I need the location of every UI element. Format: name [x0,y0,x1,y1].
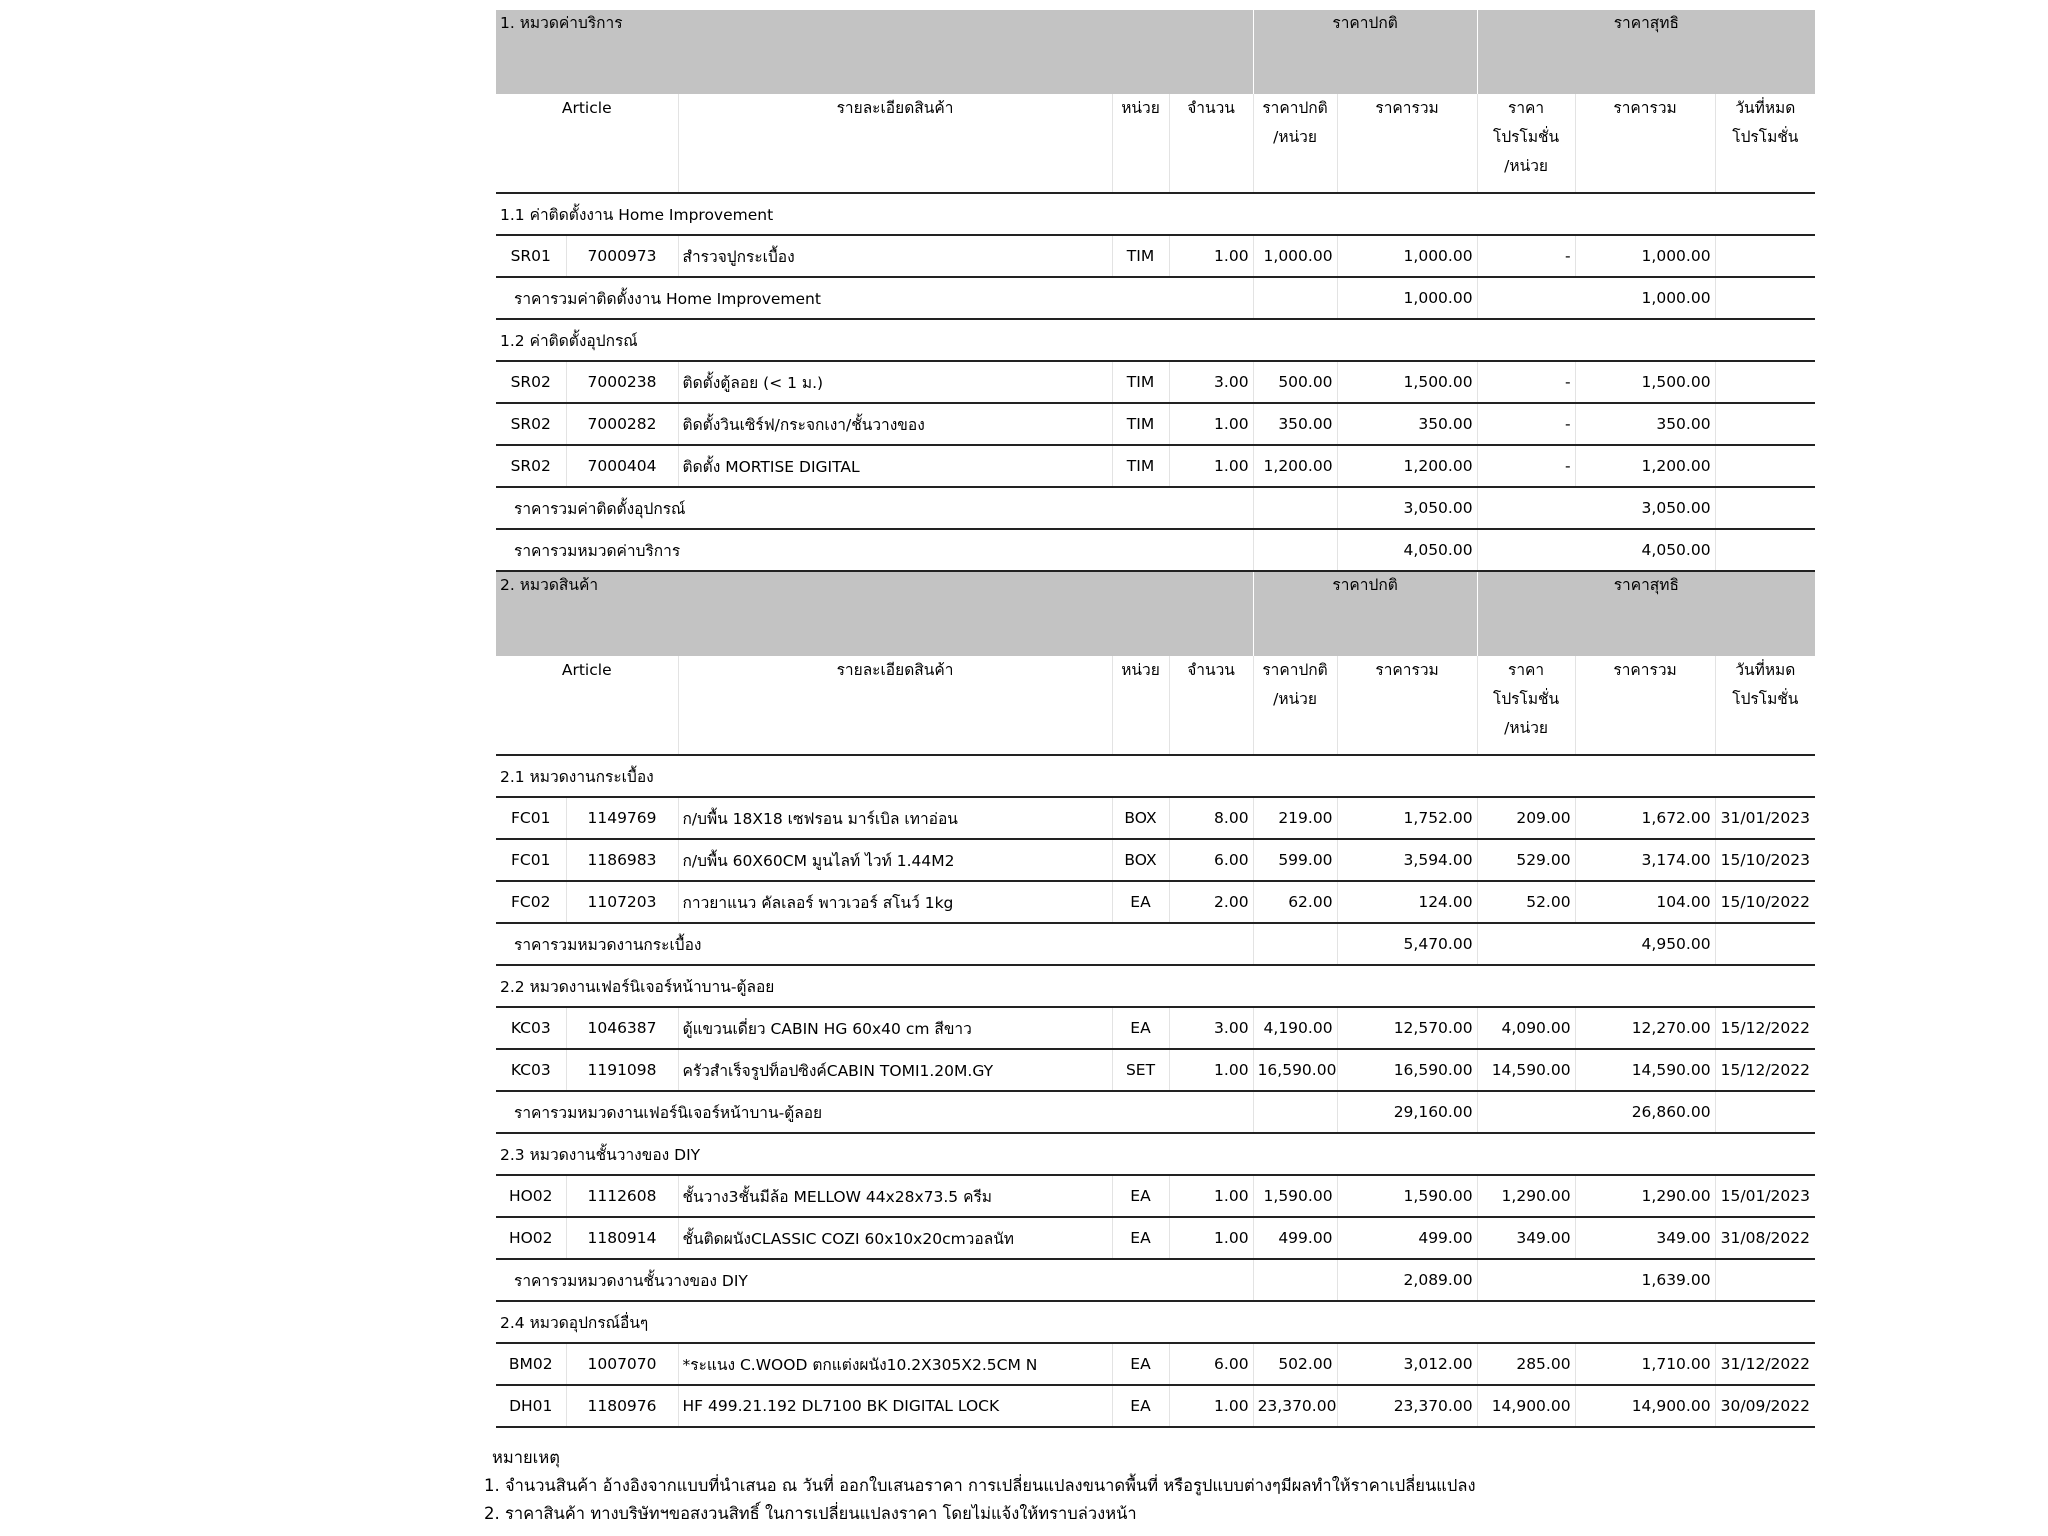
item-article: 1186983 [566,839,678,881]
item-promo-price: 1,290.00 [1477,1175,1575,1217]
item-promo-price: 285.00 [1477,1343,1575,1385]
item-promo-price: - [1477,403,1575,445]
column-header-desc: รายละเอียดสินค้า [678,94,1112,193]
item-qty: 2.00 [1169,881,1253,923]
item-net-total: 1,290.00 [1575,1175,1715,1217]
item-normal-price: 1,000.00 [1253,235,1337,277]
column-header-promo-price: ราคา โปรโมชั่น /หน่วย [1477,94,1575,193]
table-row [496,361,1815,403]
summary-blank [1715,923,1815,965]
item-code: FC01 [496,797,566,839]
item-normal-price: 16,590.00 [1253,1049,1337,1091]
item-total: 1,000.00 [1337,235,1477,277]
item-unit: EA [1112,1007,1169,1049]
item-unit: TIM [1112,403,1169,445]
column-header-normal-price: ราคาปกติ /หน่วย [1253,94,1337,193]
summary-label: ราคารวมหมวดงานเฟอร์นิเจอร์หน้าบาน-ตู้ลอย [496,1091,1253,1133]
item-description: ติดตั้ง MORTISE DIGITAL [678,445,1112,487]
item-unit: BOX [1112,839,1169,881]
item-total: 1,500.00 [1337,361,1477,403]
item-total: 3,594.00 [1337,839,1477,881]
table-row [496,403,1815,445]
table-row [496,1049,1815,1091]
item-article: 1007070 [566,1343,678,1385]
column-header-row [496,656,1815,755]
item-promo-price: 209.00 [1477,797,1575,839]
item-article: 1191098 [566,1049,678,1091]
summary-row [496,529,1815,571]
item-promo-end [1715,235,1815,277]
item-article: 1046387 [566,1007,678,1049]
summary-net: 26,860.00 [1575,1091,1715,1133]
item-total: 12,570.00 [1337,1007,1477,1049]
column-header-qty: จำนวน [1169,656,1253,755]
item-total: 350.00 [1337,403,1477,445]
notes-section [484,1444,1476,1528]
item-promo-price: 529.00 [1477,839,1575,881]
item-code: SR01 [496,235,566,277]
note-line-1: 1. จำนวนสินค้า อ้างอิงจากแบบที่นำเสนอ ณ วันที่ ออกใบเสนอราคา การเปลี่ยนแปลงขนาดพื้นที่ หรือรูปแบบต่างๆมีผลทำให้ราคาเปลี่ยนแปลง [484,1476,1476,1495]
item-qty: 1.00 [1169,1175,1253,1217]
subgroup-title: 1.1 ค่าติดตั้งงาน Home Improvement [496,193,1815,235]
item-unit: EA [1112,1385,1169,1427]
item-normal-price: 62.00 [1253,881,1337,923]
item-description: ติดตั้งตู้ลอย (< 1 ม.) [678,361,1112,403]
column-header-promo-price: ราคา โปรโมชั่น /หน่วย [1477,656,1575,755]
table-row [496,1175,1815,1217]
item-promo-price: 14,590.00 [1477,1049,1575,1091]
quotation-table [496,10,1815,1428]
item-qty: 6.00 [1169,839,1253,881]
item-promo-end: 15/10/2023 [1715,839,1815,881]
item-unit: TIM [1112,235,1169,277]
column-header-desc: รายละเอียดสินค้า [678,656,1112,755]
item-net-total: 1,000.00 [1575,235,1715,277]
item-description: *ระแนง C.WOOD ตกแต่งผนัง10.2X305X2.5CM N [678,1343,1112,1385]
item-promo-price: - [1477,235,1575,277]
summary-total: 1,000.00 [1337,277,1477,319]
column-header-promo-end: วันที่หมด โปรโมชั่น [1715,94,1815,193]
table-row [496,235,1815,277]
item-description: กาวยาแนว คัลเลอร์ พาวเวอร์ สโนว์ 1kg [678,881,1112,923]
column-header-promo-end: วันที่หมด โปรโมชั่น [1715,656,1815,755]
item-promo-end: 31/08/2022 [1715,1217,1815,1259]
item-net-total: 104.00 [1575,881,1715,923]
category-header-row [496,10,1815,94]
item-net-total: 3,174.00 [1575,839,1715,881]
subgroup-row [496,1133,1815,1175]
item-code: FC01 [496,839,566,881]
item-promo-price: 349.00 [1477,1217,1575,1259]
item-article: 7000973 [566,235,678,277]
item-normal-price: 350.00 [1253,403,1337,445]
item-total: 499.00 [1337,1217,1477,1259]
item-total: 16,590.00 [1337,1049,1477,1091]
summary-blank [1715,1259,1815,1301]
summary-blank [1715,529,1815,571]
summary-net: 3,050.00 [1575,487,1715,529]
item-code: DH01 [496,1385,566,1427]
item-net-total: 1,500.00 [1575,361,1715,403]
item-promo-price: - [1477,445,1575,487]
item-code: SR02 [496,445,566,487]
category-header-row [496,571,1815,656]
item-normal-price: 1,590.00 [1253,1175,1337,1217]
item-unit: EA [1112,1343,1169,1385]
item-code: KC03 [496,1049,566,1091]
net-price-group-header: ราคาสุทธิ [1477,10,1815,94]
summary-blank [1477,529,1575,571]
item-total: 1,200.00 [1337,445,1477,487]
subgroup-title: 1.2 ค่าติดตั้งอุปกรณ์ [496,319,1815,361]
item-description: ชั้นวาง3ชั้นมีล้อ MELLOW 44x28x73.5 ครีม [678,1175,1112,1217]
item-article: 1180914 [566,1217,678,1259]
summary-blank [1253,923,1337,965]
item-promo-end: 31/12/2022 [1715,1343,1815,1385]
item-net-total: 14,590.00 [1575,1049,1715,1091]
item-code: HO02 [496,1175,566,1217]
item-promo-end: 30/09/2022 [1715,1385,1815,1427]
summary-row [496,487,1815,529]
item-promo-end: 15/12/2022 [1715,1007,1815,1049]
summary-net: 1,639.00 [1575,1259,1715,1301]
summary-label: ราคารวมหมวดงานชั้นวางของ DIY [496,1259,1253,1301]
item-promo-end: 31/01/2023 [1715,797,1815,839]
subgroup-row [496,755,1815,797]
summary-blank [1715,1091,1815,1133]
table-row [496,445,1815,487]
summary-blank [1477,487,1575,529]
item-article: 1112608 [566,1175,678,1217]
item-description: ครัวสำเร็จรูปท็อปซิงค์CABIN TOMI1.20M.GY [678,1049,1112,1091]
summary-blank [1253,1259,1337,1301]
item-promo-end: 15/12/2022 [1715,1049,1815,1091]
item-normal-price: 499.00 [1253,1217,1337,1259]
item-article: 1107203 [566,881,678,923]
item-qty: 1.00 [1169,445,1253,487]
item-code: HO02 [496,1217,566,1259]
normal-price-group-header: ราคาปกติ [1253,571,1477,656]
summary-blank [1715,487,1815,529]
item-qty: 1.00 [1169,235,1253,277]
item-promo-end [1715,445,1815,487]
item-promo-end: 15/10/2022 [1715,881,1815,923]
item-unit: TIM [1112,361,1169,403]
column-header-unit: หน่วย [1112,94,1169,193]
item-normal-price: 599.00 [1253,839,1337,881]
summary-row [496,1091,1815,1133]
item-unit: TIM [1112,445,1169,487]
table-row [496,1385,1815,1427]
item-description: สำรวจปูกระเบื้อง [678,235,1112,277]
summary-blank [1253,529,1337,571]
item-qty: 1.00 [1169,403,1253,445]
notes-title: หมายเหตุ [492,1448,560,1467]
summary-label: ราคารวมหมวดงานกระเบื้อง [496,923,1253,965]
item-description: ตู้แขวนเดี่ยว CABIN HG 60x40 cm สีขาว [678,1007,1112,1049]
note-line-2: 2. ราคาสินค้า ทางบริษัทฯขอสงวนสิทธิ์ ในการเปลี่ยนแปลงราคา โดยไม่แจ้งให้ทราบล่วงหน้า [484,1504,1137,1523]
summary-blank [1253,277,1337,319]
item-unit: EA [1112,1217,1169,1259]
item-code: KC03 [496,1007,566,1049]
item-net-total: 350.00 [1575,403,1715,445]
item-normal-price: 23,370.00 [1253,1385,1337,1427]
item-net-total: 14,900.00 [1575,1385,1715,1427]
subgroup-title: 2.4 หมวดอุปกรณ์อื่นๆ [496,1301,1815,1343]
net-price-group-header: ราคาสุทธิ [1477,571,1815,656]
item-normal-price: 219.00 [1253,797,1337,839]
summary-total: 3,050.00 [1337,487,1477,529]
item-net-total: 12,270.00 [1575,1007,1715,1049]
table-row [496,1343,1815,1385]
summary-blank [1253,487,1337,529]
item-qty: 1.00 [1169,1049,1253,1091]
item-qty: 1.00 [1169,1385,1253,1427]
column-header-unit: หน่วย [1112,656,1169,755]
item-description: HF 499.21.192 DL7100 BK DIGITAL LOCK [678,1385,1112,1427]
subgroup-row [496,1301,1815,1343]
column-header-total: ราคารวม [1337,94,1477,193]
item-qty: 3.00 [1169,361,1253,403]
subgroup-row [496,965,1815,1007]
item-normal-price: 500.00 [1253,361,1337,403]
summary-label: ราคารวมค่าติดตั้งงาน Home Improvement [496,277,1253,319]
item-unit: EA [1112,881,1169,923]
table-row [496,797,1815,839]
summary-net: 4,050.00 [1575,529,1715,571]
item-normal-price: 1,200.00 [1253,445,1337,487]
item-normal-price: 4,190.00 [1253,1007,1337,1049]
item-net-total: 1,710.00 [1575,1343,1715,1385]
item-description: ก/บพื้น 18X18 เซฟรอน มาร์เบิล เทาอ่อน [678,797,1112,839]
item-qty: 3.00 [1169,1007,1253,1049]
item-unit: SET [1112,1049,1169,1091]
item-promo-end [1715,403,1815,445]
summary-net: 1,000.00 [1575,277,1715,319]
column-header-row [496,94,1815,193]
category-title: 1. หมวดค่าบริการ [496,10,1253,94]
subgroup-row [496,319,1815,361]
table-row [496,839,1815,881]
item-total: 1,590.00 [1337,1175,1477,1217]
column-header-article: Article [496,656,678,755]
item-article: 7000404 [566,445,678,487]
summary-label: ราคารวมค่าติดตั้งอุปกรณ์ [496,487,1253,529]
table-row [496,881,1815,923]
item-code: FC02 [496,881,566,923]
item-code: SR02 [496,361,566,403]
summary-blank [1477,1091,1575,1133]
column-header-normal-price: ราคาปกติ /หน่วย [1253,656,1337,755]
item-description: ก/บพื้น 60X60CM มูนไลท์ ไวท์ 1.44M2 [678,839,1112,881]
summary-label: ราคารวมหมวดค่าบริการ [496,529,1253,571]
item-qty: 8.00 [1169,797,1253,839]
normal-price-group-header: ราคาปกติ [1253,10,1477,94]
subgroup-title: 2.3 หมวดงานชั้นวางของ DIY [496,1133,1815,1175]
item-promo-price: 52.00 [1477,881,1575,923]
summary-row [496,277,1815,319]
summary-blank [1715,277,1815,319]
summary-row [496,1259,1815,1301]
subgroup-title: 2.1 หมวดงานกระเบื้อง [496,755,1815,797]
subgroup-row [496,193,1815,235]
summary-row [496,923,1815,965]
item-total: 3,012.00 [1337,1343,1477,1385]
item-description: ติดตั้งวินเซิร์ฟ/กระจกเงา/ชั้นวางของ [678,403,1112,445]
item-total: 23,370.00 [1337,1385,1477,1427]
item-article: 7000282 [566,403,678,445]
item-article: 1180976 [566,1385,678,1427]
item-unit: EA [1112,1175,1169,1217]
column-header-qty: จำนวน [1169,94,1253,193]
item-total: 1,752.00 [1337,797,1477,839]
item-promo-price: - [1477,361,1575,403]
table-row [496,1007,1815,1049]
item-promo-end: 15/01/2023 [1715,1175,1815,1217]
column-header-article: Article [496,94,678,193]
column-header-total: ราคารวม [1337,656,1477,755]
item-promo-price: 14,900.00 [1477,1385,1575,1427]
item-article: 7000238 [566,361,678,403]
item-description: ชั้นติดผนังCLASSIC COZI 60x10x20cmวอลนัท [678,1217,1112,1259]
summary-total: 5,470.00 [1337,923,1477,965]
item-net-total: 349.00 [1575,1217,1715,1259]
item-net-total: 1,200.00 [1575,445,1715,487]
subgroup-title: 2.2 หมวดงานเฟอร์นิเจอร์หน้าบาน-ตู้ลอย [496,965,1815,1007]
item-code: BM02 [496,1343,566,1385]
item-unit: BOX [1112,797,1169,839]
item-normal-price: 502.00 [1253,1343,1337,1385]
category-title: 2. หมวดสินค้า [496,571,1253,656]
summary-blank [1477,277,1575,319]
item-promo-price: 4,090.00 [1477,1007,1575,1049]
summary-total: 29,160.00 [1337,1091,1477,1133]
item-article: 1149769 [566,797,678,839]
item-qty: 1.00 [1169,1217,1253,1259]
column-header-net-total: ราคารวม [1575,94,1715,193]
item-promo-end [1715,361,1815,403]
summary-total: 2,089.00 [1337,1259,1477,1301]
item-total: 124.00 [1337,881,1477,923]
summary-blank [1477,923,1575,965]
summary-net: 4,950.00 [1575,923,1715,965]
item-qty: 6.00 [1169,1343,1253,1385]
item-net-total: 1,672.00 [1575,797,1715,839]
summary-blank [1477,1259,1575,1301]
table-row [496,1217,1815,1259]
summary-blank [1253,1091,1337,1133]
item-code: SR02 [496,403,566,445]
column-header-net-total: ราคารวม [1575,656,1715,755]
summary-total: 4,050.00 [1337,529,1477,571]
